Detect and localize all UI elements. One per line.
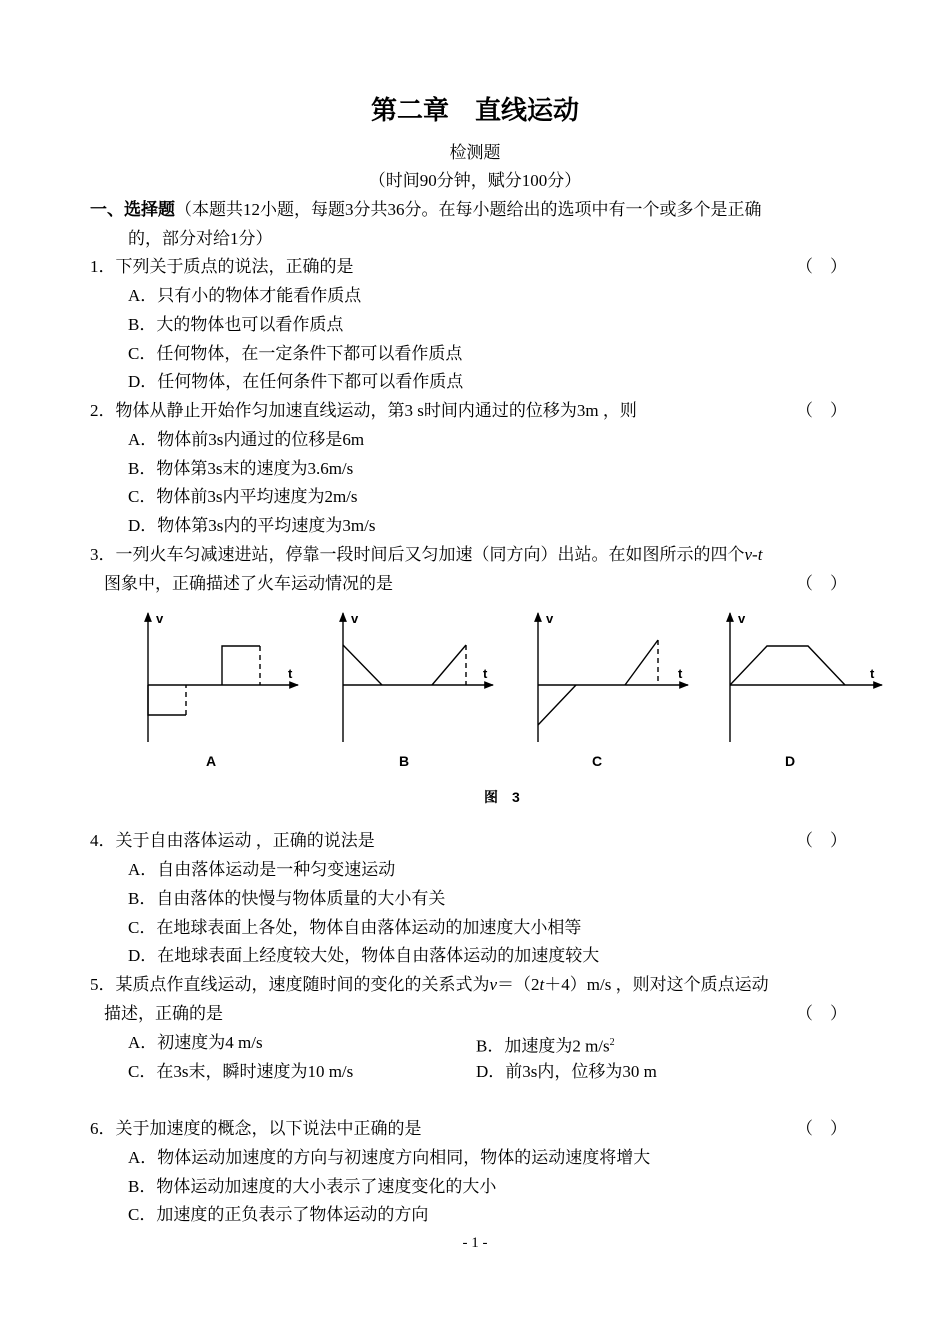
q5-var-t: t [539, 975, 545, 994]
graph-b-t-label: t [483, 666, 488, 681]
graph-a [148, 613, 298, 742]
q5-option-d: D．前3s内，位移为30 m [476, 1062, 657, 1081]
vt-graphs-figure [0, 600, 950, 810]
q4-option-a: A．自由落体运动是一种匀变速运动 [128, 860, 396, 879]
graph-c-t-label: t [678, 666, 683, 681]
q3-stem-text: 3．一列火车匀减速进站，停靠一段时间后又匀加速（同方向）出站。在如图所示的四个 [90, 545, 745, 564]
q5-option-b-sup: 2 [609, 1037, 615, 1048]
q4-option-d: D．在地球表面上经度较大处，物体自由落体运动的加速度较大 [128, 946, 600, 965]
q4-stem: 4．关于自由落体运动 ，正确的说法是 [90, 831, 375, 850]
q3-vt-label: v-t [744, 545, 763, 564]
q2-option-b: B．物体第3s末的速度为3.6m/s [128, 459, 354, 478]
graph-c-line-accel [625, 640, 658, 685]
graph-a-v-label: v [156, 611, 164, 626]
section-title: 一、选择题 [90, 200, 175, 219]
time-info: （时间90分钟，赋分100分） [368, 171, 582, 190]
graph-b-label: B [399, 753, 410, 769]
q1-option-b: B．大的物体也可以看作质点 [128, 315, 344, 334]
graph-b [343, 613, 493, 742]
q6-option-a: A．物体运动加速度的方向与初速度方向相同，物体的运动速度将增大 [128, 1148, 651, 1167]
graph-c-v-label: v [546, 611, 554, 626]
graph-d-v-label: v [738, 611, 746, 626]
q6-option-b: B．物体运动加速度的大小表示了速度变化的大小 [128, 1177, 497, 1196]
q5-stem [90, 974, 769, 996]
q2-option-a: A．物体前3s内通过的位移是6m [128, 430, 365, 449]
page-subtitle: 检测题 [449, 143, 501, 162]
q1-option-a: A．只有小的物体才能看作质点 [128, 286, 362, 305]
graph-d-trapezoid [730, 646, 845, 685]
page-number: - 1 - [462, 1235, 488, 1251]
graph-d [730, 613, 882, 742]
q5-option-b-text: B．加速度为2 m/s [476, 1036, 610, 1056]
q5-option-c: C．在3s末，瞬时速度为10 m/s [128, 1062, 354, 1081]
q3-stem [90, 544, 762, 566]
q1-option-d: D．任何物体，在任何条件下都可以看作质点 [128, 372, 464, 391]
q4-answer-blank[interactable]: （ ） [796, 831, 847, 850]
graph-b-line-decel [343, 645, 382, 685]
section-heading [90, 199, 762, 221]
graph-b-v-label: v [351, 611, 359, 626]
q6-answer-blank[interactable]: （ ） [796, 1119, 847, 1138]
q5-option-b [476, 1032, 615, 1058]
q4-option-c: C．在地球表面上各处，物体自由落体运动的加速度大小相等 [128, 918, 582, 937]
q5-stem-continued: 描述，正确的是 [104, 1004, 223, 1023]
graph-d-t-label: t [870, 666, 875, 681]
q5-var-v: v [489, 975, 498, 994]
q6-option-c: C．加速度的正负表示了物体运动的方向 [128, 1205, 429, 1224]
q1-option-c: C．任何物体，在一定条件下都可以看作质点 [128, 344, 463, 363]
figure-caption: 图 3 [484, 789, 520, 805]
page-title: 第二章 直线运动 [370, 95, 579, 125]
q5-answer-blank[interactable]: （ ） [796, 1004, 847, 1023]
graph-a-line-negative [148, 685, 186, 715]
q2-stem: 2．物体从静止开始作匀加速直线运动，第3 s时间内通过的位移为3m ，则 [90, 401, 637, 420]
q1-stem: 1．下列关于质点的说法，正确的是 [90, 257, 354, 276]
q1-answer-blank[interactable]: （ ） [796, 257, 847, 276]
graph-d-label: D [785, 753, 796, 769]
graph-c-line-decel [538, 685, 576, 725]
graph-a-t-label: t [288, 666, 293, 681]
q3-stem-continued: 图象中，正确描述了火车运动情况的是 [104, 574, 393, 593]
graph-a-label: A [206, 753, 217, 769]
graph-c [538, 613, 688, 742]
q5-stem-pre: 5．某质点作直线运动，速度随时间的变化的关系式为 [90, 975, 490, 994]
graph-a-line-positive [222, 646, 260, 685]
q5-stem-post: ＋4）m/s ，则对这个质点运动 [544, 975, 769, 994]
q6-stem: 6．关于加速度的概念，以下说法中正确的是 [90, 1119, 422, 1138]
q2-option-c: C．物体前3s内平均速度为2m/s [128, 487, 358, 506]
q2-option-d: D．物体第3s内的平均速度为3m/s [128, 516, 376, 535]
q5-option-a: A．初速度为4 m/s [128, 1033, 263, 1052]
graph-c-label: C [592, 753, 603, 769]
q4-option-b: B．自由落体的快慢与物体质量的大小有关 [128, 889, 446, 908]
section-desc: （本题共12小题，每题3分共36分。在每小题给出的选项中有一个或多个是正确 [175, 200, 762, 219]
section-desc-continued: 的，部分对给1分） [128, 229, 273, 248]
q3-answer-blank[interactable]: （ ） [796, 574, 847, 593]
q2-answer-blank[interactable]: （ ） [796, 401, 847, 420]
q5-stem-mid: ＝（2 [497, 975, 540, 994]
graph-b-line-accel [432, 645, 466, 685]
